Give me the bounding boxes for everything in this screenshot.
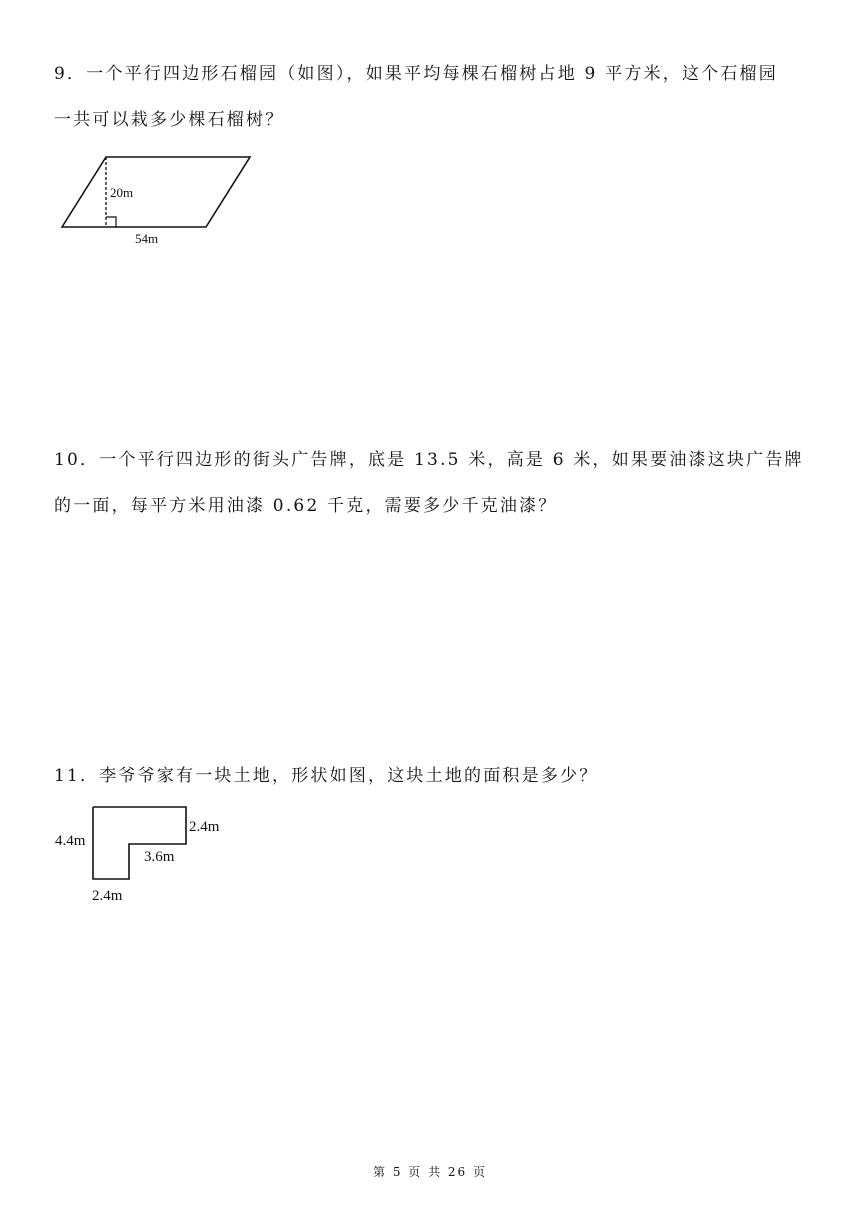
l-shape-outline — [93, 807, 186, 879]
question-10-number: 10． — [54, 450, 100, 470]
question-9-number: 9． — [54, 64, 87, 84]
question-10-text-1: 一个平行四边形的街头广告牌，底是 13.5 米，高是 6 米，如果要油漆这块广告牌 — [99, 450, 804, 470]
question-11-number: 11． — [54, 766, 100, 786]
question-9-line-2 — [54, 108, 284, 132]
question-11-text-1: 李爷爷家有一块土地，形状如图，这块土地的面积是多少？ — [99, 766, 599, 786]
parallelogram-figure — [55, 150, 265, 250]
inner-side-label: 3.6m — [144, 849, 175, 865]
right-side-label: 2.4m — [189, 819, 220, 835]
bottom-side-label: 2.4m — [92, 888, 123, 904]
page-footer: 第 5 页 共 26 页 — [373, 1165, 487, 1179]
l-shape-figure — [50, 800, 240, 910]
question-10-line-2 — [54, 494, 557, 518]
question-9-text-1: 一个平行四边形石榴园（如图），如果平均每棵石榴树占地 9 平方米，这个石榴园 — [86, 64, 778, 84]
question-9-line-1 — [54, 62, 778, 86]
right-angle-mark — [106, 217, 116, 227]
height-label: 20m — [110, 185, 134, 200]
question-9-text-2: 一共可以栽多少棵石榴树？ — [54, 110, 285, 130]
parallelogram-shape — [62, 157, 250, 227]
left-side-label: 4.4m — [55, 833, 86, 849]
question-11-line-1 — [54, 764, 598, 788]
question-10-line-1 — [54, 448, 804, 472]
question-10-text-2: 的一面，每平方米用油漆 0.62 千克，需要多少千克油漆？ — [54, 496, 558, 516]
base-label: 54m — [135, 231, 159, 246]
